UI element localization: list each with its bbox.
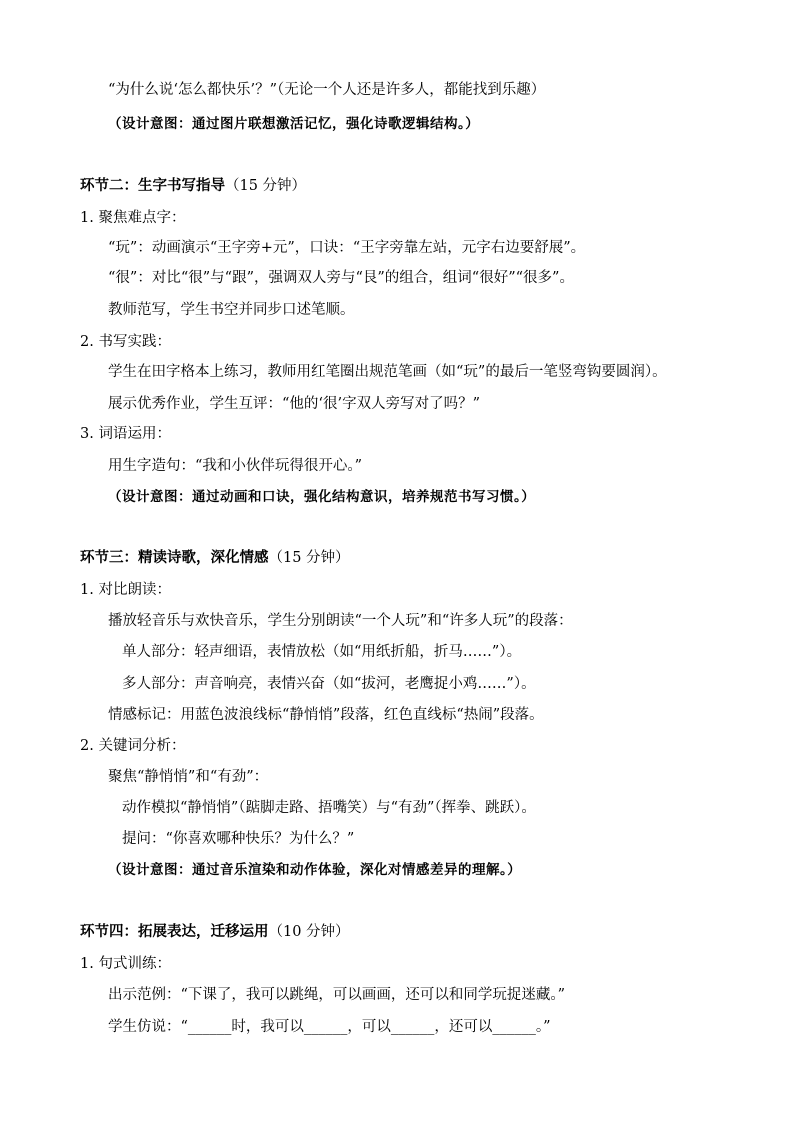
list-item-title: 1. 对比朗读：	[80, 582, 171, 598]
section-time: （10 分钟）	[268, 924, 350, 940]
paragraph: “很”：对比“很”与“跟”，强调双人旁与“艮”的组合，组词“很好”“很多”。	[108, 270, 574, 286]
section-title: 环节三：精读诗歌，深化情感	[80, 549, 269, 566]
paragraph: 提问：“你喜欢哪种快乐？为什么？”	[122, 831, 355, 847]
section-heading	[80, 548, 350, 568]
list-item-title: 1. 聚焦难点字：	[80, 210, 186, 226]
paragraph: 单人部分：轻声细语，表情放松（如“用纸折船，折马……”）。	[122, 644, 522, 660]
design-intent: （设计意图：通过音乐渲染和动作体验，深化对情感差异的理解。）	[108, 862, 522, 878]
paragraph: 动作模拟“静悄悄”（踮脚走路、捂嘴笑）与“有劲”（挥拳、跳跃）。	[122, 800, 536, 816]
paragraph: “玩”：动画演示“王字旁+元”，口诀：“王字旁靠左站，元字右边要舒展”。	[108, 240, 586, 256]
design-intent: （设计意图：通过图片联想激活记忆，强化诗歌逻辑结构。）	[108, 116, 480, 132]
list-item-title: 2. 书写实践：	[80, 334, 171, 350]
list-item-title: 1. 句式训练：	[80, 956, 171, 972]
paragraph: 展示优秀作业，学生互评：“他的‘很’字双人旁写对了吗？”	[108, 396, 481, 412]
section-time: （15 分钟）	[225, 178, 307, 194]
section-heading	[80, 922, 350, 942]
section-title: 环节四：拓展表达，迁移运用	[80, 923, 269, 940]
paragraph: 教师范写，学生书空并同步口述笔顺。	[108, 302, 355, 318]
design-intent: （设计意图：通过动画和口诀，强化结构意识，培养规范书写习惯。）	[108, 489, 536, 505]
list-item-title: 3. 词语运用：	[80, 426, 171, 442]
paragraph: 学生仿说：“______时，我可以______，可以______，还可以______。”	[108, 1019, 551, 1035]
intro-question: “为什么说‘怎么都快乐’？”（无论一个人还是许多人，都能找到乐趣）	[108, 82, 546, 98]
section-time: （15 分钟）	[268, 550, 350, 566]
list-item-title: 2. 关键词分析：	[80, 738, 186, 754]
paragraph: 聚焦“静悄悄”和“有劲”：	[108, 769, 269, 785]
paragraph: 播放轻音乐与欢快音乐，学生分别朗读“一个人玩”和“许多人玩”的段落：	[108, 613, 573, 629]
paragraph: 用生字造句：“我和小伙伴玩得很开心。”	[108, 458, 363, 474]
paragraph: 情感标记：用蓝色波浪线标“静悄悄”段落，红色直线标“热闹”段落。	[108, 707, 544, 723]
section-title: 环节二：生字书写指导	[80, 177, 225, 194]
paragraph: 多人部分：声音响亮，表情兴奋（如“拔河，老鹰捉小鸡……”）。	[122, 676, 536, 692]
paragraph: 学生在田字格本上练习，教师用红笔圈出规范笔画（如“玩”的最后一笔竖弯钩要圆润）。	[108, 364, 667, 380]
paragraph: 出示范例：“下课了，我可以跳绳，可以画画，还可以和同学玩捉迷藏。”	[108, 987, 566, 1003]
section-heading	[80, 176, 306, 196]
